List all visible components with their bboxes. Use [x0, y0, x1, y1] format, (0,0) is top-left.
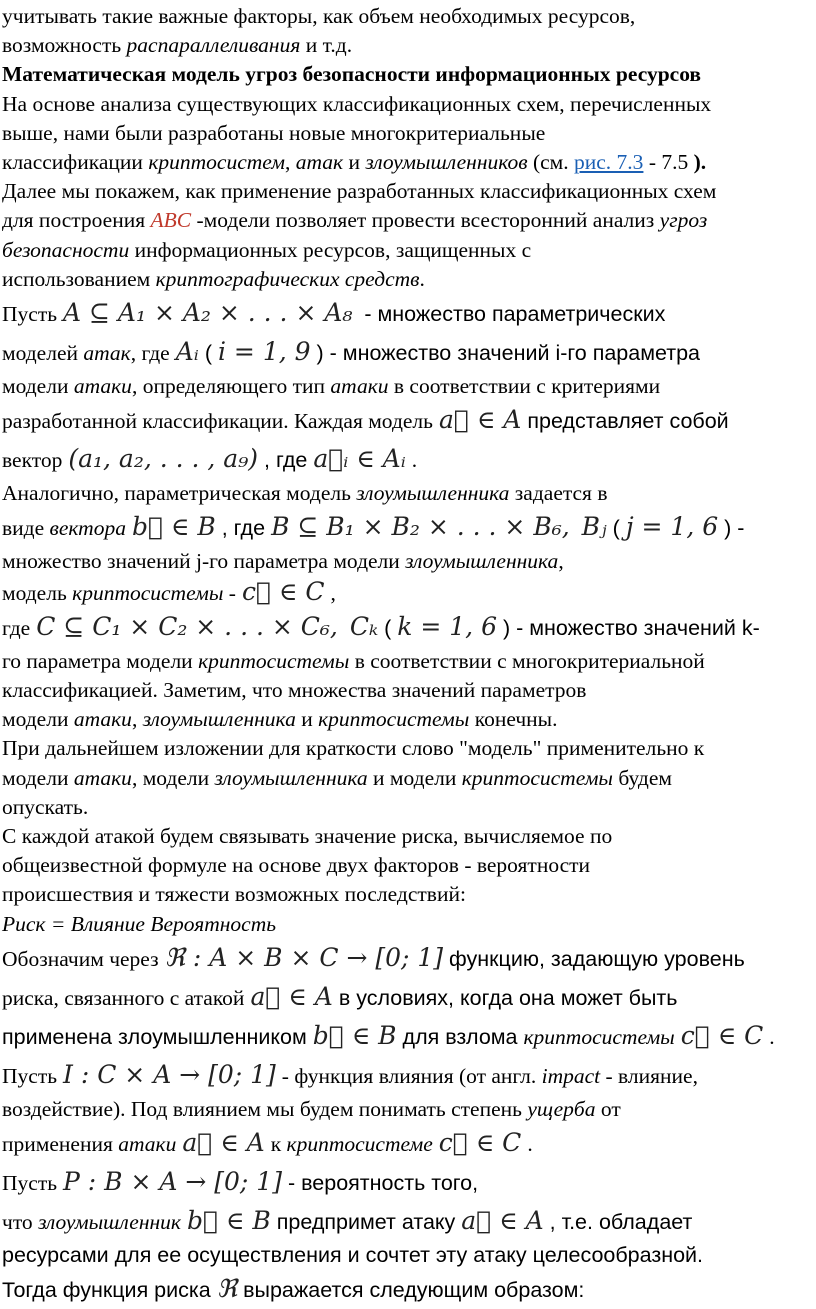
italic-term: атак — [83, 341, 131, 366]
formula: c⃗ ∈ C — [241, 576, 325, 606]
text-line — [2, 851, 812, 880]
text-line — [2, 880, 812, 909]
text: На основе анализа существующих классификационных схем, перечисленных — [2, 91, 712, 116]
text: информационных ресурсов, защищенных с — [129, 237, 532, 262]
text: - множество параметрических — [358, 302, 666, 327]
italic-term: атаки — [330, 374, 389, 399]
text: ) - — [724, 516, 745, 541]
formula: k = 1, 6 — [397, 611, 497, 641]
text-line — [2, 31, 812, 60]
text-line — [2, 2, 812, 31]
italic-term: угроз — [659, 208, 708, 233]
text-line — [2, 508, 812, 547]
text-line — [2, 910, 812, 939]
risk-formula: Риск = Влияние Вероятность — [2, 911, 277, 936]
text: в соответствии с критериями — [388, 374, 661, 399]
text: где — [2, 615, 31, 640]
text: С каждой атакой будем связывать значение риска, вычисляемое по — [2, 824, 613, 849]
text: вектор — [2, 448, 63, 473]
text: выражается следующим образом: — [243, 1278, 585, 1303]
text: применена злоумышленником — [2, 1024, 307, 1049]
text: конечны. — [469, 707, 558, 732]
formula: (a₁, a₂, . . . , a₉) — [68, 444, 258, 474]
text-line — [2, 647, 812, 676]
italic-term: криптосистемы — [461, 765, 613, 790]
text: . — [419, 266, 425, 291]
italic-term: атаки — [73, 707, 132, 732]
text: модели — [2, 374, 74, 399]
text: - — [223, 580, 236, 605]
text: классификации — [2, 150, 149, 175]
text-line — [2, 1095, 812, 1124]
text: предпримет атаку — [276, 1210, 456, 1235]
text: моделей — [2, 341, 84, 366]
text-line — [2, 822, 812, 851]
text: , — [558, 549, 564, 574]
figure-link[interactable]: рис. 7.3 — [574, 150, 644, 175]
text: , где — [130, 341, 170, 366]
text: - функция влияния (от англ. — [281, 1063, 542, 1088]
text: воздействие). Под влиянием мы будем понимать степень — [2, 1096, 528, 1121]
text: виде — [2, 516, 50, 541]
text: При дальнейшем изложении для краткости слово "модель" применительно к — [2, 736, 705, 761]
italic-term: злоумышленника — [356, 481, 510, 506]
text: ) - множество значений i-го параметра — [316, 341, 700, 366]
text: , где — [221, 516, 266, 541]
text-line — [2, 90, 812, 119]
formula: b⃗ ∈ B — [312, 1020, 397, 1050]
italic-term: злоумышленник — [38, 1210, 181, 1235]
italic-term: криптосистемы — [72, 580, 224, 605]
text-line — [2, 705, 812, 734]
text: ( — [384, 615, 392, 640]
formula: ℜ — [216, 1274, 238, 1304]
formula: ℜ : A × B × C → [0; 1] — [164, 942, 444, 972]
text: ресурсами для ее осуществления и сочтет эту атаку целесообразной. — [2, 1243, 704, 1268]
formula: b⃗ ∈ B — [131, 512, 216, 542]
text: к — [270, 1132, 287, 1157]
formula: A ⊆ A₁ × A₂ × . . . × A₈ — [63, 298, 353, 328]
italic-term: криптографических средств — [155, 266, 420, 291]
text: задается в — [509, 481, 608, 506]
heading-text: Математическая модель угроз безопасности информационных ресурсов — [2, 62, 702, 87]
text: риска, связанного с атакой — [2, 985, 245, 1010]
text: Далее мы покажем, как применение разработанных классификационных схем — [2, 179, 717, 204]
formula: C ⊆ C₁ × C₂ × . . . × C₆, — [36, 611, 338, 641]
text: ( — [612, 516, 620, 541]
text-line — [2, 206, 812, 235]
text: опускать. — [2, 794, 89, 819]
text-line — [2, 372, 812, 401]
text: применения — [2, 1132, 119, 1157]
italic-term: злоумышленника — [142, 707, 296, 732]
text: , определяющего тип — [131, 374, 331, 399]
italic-term: криптосистемы — [198, 648, 350, 673]
text-line — [2, 401, 812, 440]
text: . — [527, 1132, 533, 1157]
text-line — [2, 236, 812, 265]
italic-term: злоумышленника — [405, 549, 559, 574]
section-heading — [2, 60, 812, 89]
text: от — [595, 1096, 621, 1121]
text: , — [330, 580, 336, 605]
formula: a⃗ ∈ A — [182, 1128, 265, 1158]
italic-term: вектора — [49, 516, 126, 541]
text-line — [2, 676, 812, 705]
italic-term: атаки — [73, 765, 132, 790]
text: разработанной классификации. Каждая модель — [2, 409, 433, 434]
text: в условиях, когда она может быть — [338, 985, 678, 1010]
italic-term: атак — [295, 150, 344, 175]
text: Тогда функция риска — [2, 1278, 211, 1303]
text: функцию, задающую уровень — [449, 946, 745, 971]
text: учитывать такие важные факторы, как объем необходимых ресурсов, — [2, 4, 636, 28]
text: что — [2, 1210, 39, 1235]
text: и т.д. — [300, 33, 353, 58]
formula: Cₖ — [349, 611, 379, 641]
italic-term: криптосистеме — [286, 1132, 433, 1157]
italic-term: криптосистемы — [318, 707, 470, 732]
text: в соответствии с многокритериальной — [349, 648, 705, 673]
text: и — [343, 150, 366, 175]
formula: a⃗ ∈ A — [438, 405, 522, 435]
text-line — [2, 479, 812, 508]
formula: a⃗ᵢ ∈ Aᵢ — [313, 444, 406, 474]
formula: P : B × A → [0; 1] — [63, 1167, 282, 1197]
italic-term: криптосистемы — [523, 1024, 675, 1049]
italic-term: безопасности — [2, 237, 130, 262]
text: представляет собой — [527, 409, 729, 434]
formula: c⃗ ∈ C — [438, 1128, 522, 1158]
text-line — [2, 734, 812, 763]
italic-term: злоумышленника — [214, 765, 368, 790]
italic-term: атаки — [118, 1132, 177, 1157]
formula: a⃗ ∈ A — [461, 1206, 544, 1236]
text-line — [2, 1241, 812, 1270]
text: ( — [204, 341, 212, 366]
text-line — [2, 1124, 812, 1163]
text-line — [2, 294, 812, 333]
text: будем — [613, 765, 672, 790]
text-line — [2, 1202, 812, 1241]
text: и модели — [367, 765, 462, 790]
text: , где — [264, 448, 308, 473]
text-line — [2, 1163, 812, 1202]
italic-term: атаки — [73, 374, 132, 399]
text: Аналогично, параметрическая модель — [2, 481, 357, 506]
text: для построения — [2, 208, 151, 233]
text: , модели — [131, 765, 215, 790]
text: , — [131, 707, 143, 732]
text-line — [2, 577, 812, 608]
text: . — [411, 448, 418, 473]
text-line — [2, 764, 812, 793]
text-line — [2, 440, 812, 479]
text: классификацией. Заметим, что множества значений параметров — [2, 678, 587, 703]
italic-term: распараллеливания — [126, 33, 301, 58]
formula: a⃗ ∈ A — [250, 981, 333, 1011]
text-line — [2, 793, 812, 822]
text: возможность — [2, 33, 127, 58]
text-line — [2, 1017, 812, 1056]
text: происшествия и тяжести возможных последствий: — [2, 882, 466, 907]
text-line — [2, 177, 812, 206]
formula: b⃗ ∈ B — [186, 1206, 271, 1236]
text-line — [2, 939, 812, 978]
formula: c⃗ ∈ C — [680, 1020, 764, 1050]
text: го параметра модели — [2, 648, 199, 673]
text: Пусть — [2, 302, 58, 327]
text-line — [2, 148, 812, 177]
text: модели — [2, 765, 74, 790]
formula: j = 1, 6 — [625, 512, 719, 542]
text: и — [295, 707, 319, 732]
text-line — [2, 547, 812, 576]
formula: Bⱼ — [581, 512, 607, 542]
text: использованием — [2, 266, 156, 291]
italic-term: impact — [541, 1063, 601, 1088]
italic-term: злоумышленников — [365, 150, 528, 175]
text-line — [2, 119, 812, 148]
text: Пусть — [2, 1171, 58, 1196]
text: , — [285, 150, 296, 175]
text-line — [2, 333, 812, 372]
text: модели — [2, 707, 74, 732]
abc-term: ABC — [150, 208, 192, 233]
text: ) - множество значений k- — [502, 615, 760, 640]
italic-term: ущерба — [527, 1096, 596, 1121]
text-line — [2, 1056, 812, 1095]
italic-term: криптосистем — [148, 150, 285, 175]
formula: i = 1, 9 — [217, 337, 311, 367]
text-line — [2, 265, 812, 294]
text: общеизвестной формуле на основе двух факторов - вероятности — [2, 853, 591, 878]
text: - 7.5 — [643, 150, 694, 175]
text: модель — [2, 580, 73, 605]
text-line — [2, 608, 812, 647]
text-line — [2, 1270, 812, 1309]
text: для взлома — [402, 1024, 524, 1049]
text: - вероятность того, — [287, 1171, 479, 1196]
text: Обозначим через — [2, 946, 159, 971]
text: -модели позволяет провести всесторонний анализ — [191, 208, 660, 233]
text: , т.е. обладает — [549, 1210, 693, 1235]
text: Пусть — [2, 1063, 58, 1088]
formula: Aᵢ — [175, 337, 199, 367]
text: ). — [693, 150, 707, 175]
text-line — [2, 978, 812, 1017]
text: выше, нами были разработаны новые многокритериальные — [2, 120, 546, 145]
text: множество значений j-го параметра модели — [2, 549, 406, 574]
text: . — [769, 1024, 775, 1049]
formula: B ⊆ B₁ × B₂ × . . . × B₆, — [271, 512, 570, 542]
text: (см. — [527, 150, 574, 175]
formula: I : C × A → [0; 1] — [63, 1059, 276, 1089]
text: - влияние, — [600, 1063, 698, 1088]
